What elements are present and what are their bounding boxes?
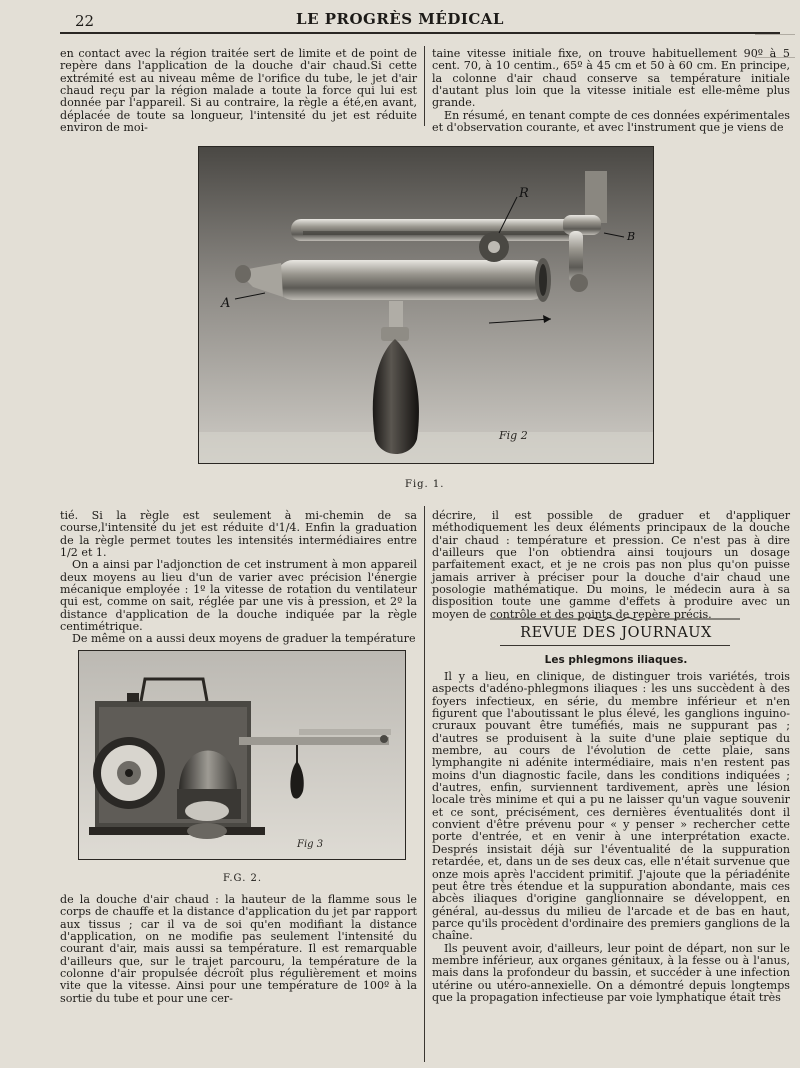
column-top-right [432,48,790,134]
figure-1-photo [198,146,654,464]
paragraph: En résumé, en tenant compte de ces données expérimentales et d'observation courante, et avec l'instrument que je viens de [432,108,790,135]
title-ornament [490,614,740,624]
label-b: B [627,230,636,243]
page-number: 22 [75,12,95,30]
article-title: Les phlegmons iliaques. [544,654,688,666]
section-title: REVUE DES JOURNAUX [520,625,712,641]
header-rule [60,32,780,34]
paragraph: en contact avec la région traitée sert de limite et de point de repère dans l'application de la douche d'air chaud.Si cette extrémité est au niveau même de l'orifice du tube, le jet d'air chaud reçu par la région malade a toute la force qui lui est donnée par l'appareil. Si au contraire, la règle a été,en avant, déplacée de toute sa longueur, l'intensité du jet est réduite environ de moi- [60,47,417,135]
paragraph: On a ainsi par l'adjonction de cet instrument à mon appareil deux moyens au lieu d'un de varier avec précision l'énergie mécanique employée : 1º la vitesse de rotation du ventilateur qui est, comme on sait, réglée par une vis à pression, et 2º la distance d'application de la douche indiquée par la règle centimétrique. [60,558,417,634]
figure-1-illustration [199,147,653,463]
column-divider-main [424,506,425,1062]
journal-title: LE PROGRÈS MÉDICAL [296,10,504,28]
paragraph: Ils peuvent avoir, d'ailleurs, leur point de départ, non sur le membre inférieur, aux organes génitaux, à la fesse ou à l'anus, mais dans la profondeur du bassin, et succéder à une infection utérine ou utéro-annexielle. On a démontré depuis longtemps que la propagation infectieuse par voie lymphatique était très [432,941,790,1004]
paragraph: de la douche d'air chaud : la hauteur de la flamme sous le corps de chauffe et la distance d'application du jet par rapport aux tissus ; car il va de soi qu'en modifiant la distance d'application, on ne modifie pas seulement l'intensité du courant d'air, mais aussi sa température. Il est remarquable d'ailleurs que, sur le trajet parcouru, la température de la colonne d'air propulsée décroît plus régulièrement et moins vite que la vitesse. Ainsi pour une température de 100º à la sortie du tube et pour une cer- [60,893,417,1005]
column-mid-right [432,510,790,621]
column-divider-top [424,46,425,126]
label-a: A [221,296,231,311]
paragraph: tié. Si la règle est seulement à mi-chemin de sa course,l'intensité du jet est réduite d'1/4. Enfin la graduation de la règle permet toutes les intensités intermédiaires entre 1/2 et 1. [60,509,417,560]
column-review [432,671,790,1004]
figure-1-caption: Fig. 1. [405,479,445,490]
label-r: R [519,186,529,201]
column-mid-left [60,510,417,646]
plate-number: Fig 3 [297,839,324,850]
paragraph: taine vitesse initiale fixe, on trouve habituellement 90º à 5 cent. 70, à 10 centim., 65º à 45 cm et 50 à 60 cm. En principe, la colonne d'air chaud conserve sa température initiale d'autant plus loin que la vitesse initiale est elle-même plus grande. [432,47,790,110]
paragraph: décrire, il est possible de graduer et d'appliquer méthodiquement les deux éléments principaux de la douche d'air chaud : température et pression. Ce n'est pas à dire d'ailleurs que l'on obtiendra ainsi toujours un dosage parfaitement exact, et je ne crois pas non plus qu'on puisse jamais arriver à préciser pour la douche d'air chaud une posologie mathématique. Du moins, le médecin aura à sa disposition toute une gamme d'effets à produire avec un moyen de contrôle et des points de repère précis. [432,509,790,621]
figure-2-photo [78,650,406,860]
figure-2-illustration [79,651,405,859]
column-top-left [60,48,417,134]
figure-2-caption: F.G. 2. [223,873,263,884]
plate-number: Fig 2 [499,429,528,442]
column-bottom-left [60,894,417,1005]
paragraph: De même on a aussi deux moyens de graduer la température [72,632,416,646]
paragraph: Il y a lieu, en clinique, de distinguer trois variétés, trois aspects d'adéno-phlegmons iliaques : les uns succèdent à des foyers infectieux, en série, du membre inférieur et n'en figurent que l'aboutissant le plus élevé, les ganglions inguino-cruraux pouvant être tuméfiés, mais ne suppurant pas ; d'autres se produisent à la suite d'une plaie septique du membre, au cours de l'évolution de cette plaie, sans lymphangite ni adénite intermédiaire, mais n'en restent pas moins d'un diagnostic facile, dans les conditions indiquées ; d'autres, enfin, surviennent tardivement, après une lésion locale très minime et qui a pu ne laisser qu'un vague souvenir et ce sont, précisément, ces dernières éventualités dont il convient d'être prévenu pour « y penser » rechercher cette porte d'entrée, et en venir à une interprétation exacte. Després insistait déjà sur l'éventualité de la suppuration retardée, et, dans un de ses deux cas, elle n'était survenue que onze mois après l'accident primitif. J'ajoute que la périadénite peut être très étendue et la suppuration abondante, mais ces abcès iliaques d'origine ganglionnaire se développent, en général, au-dessus du milieu de l'arcade et de bas en haut, parce qu'ils procèdent d'ordinaire des premiers ganglions de la chaîne. [432,670,790,943]
title-underline [500,645,730,646]
